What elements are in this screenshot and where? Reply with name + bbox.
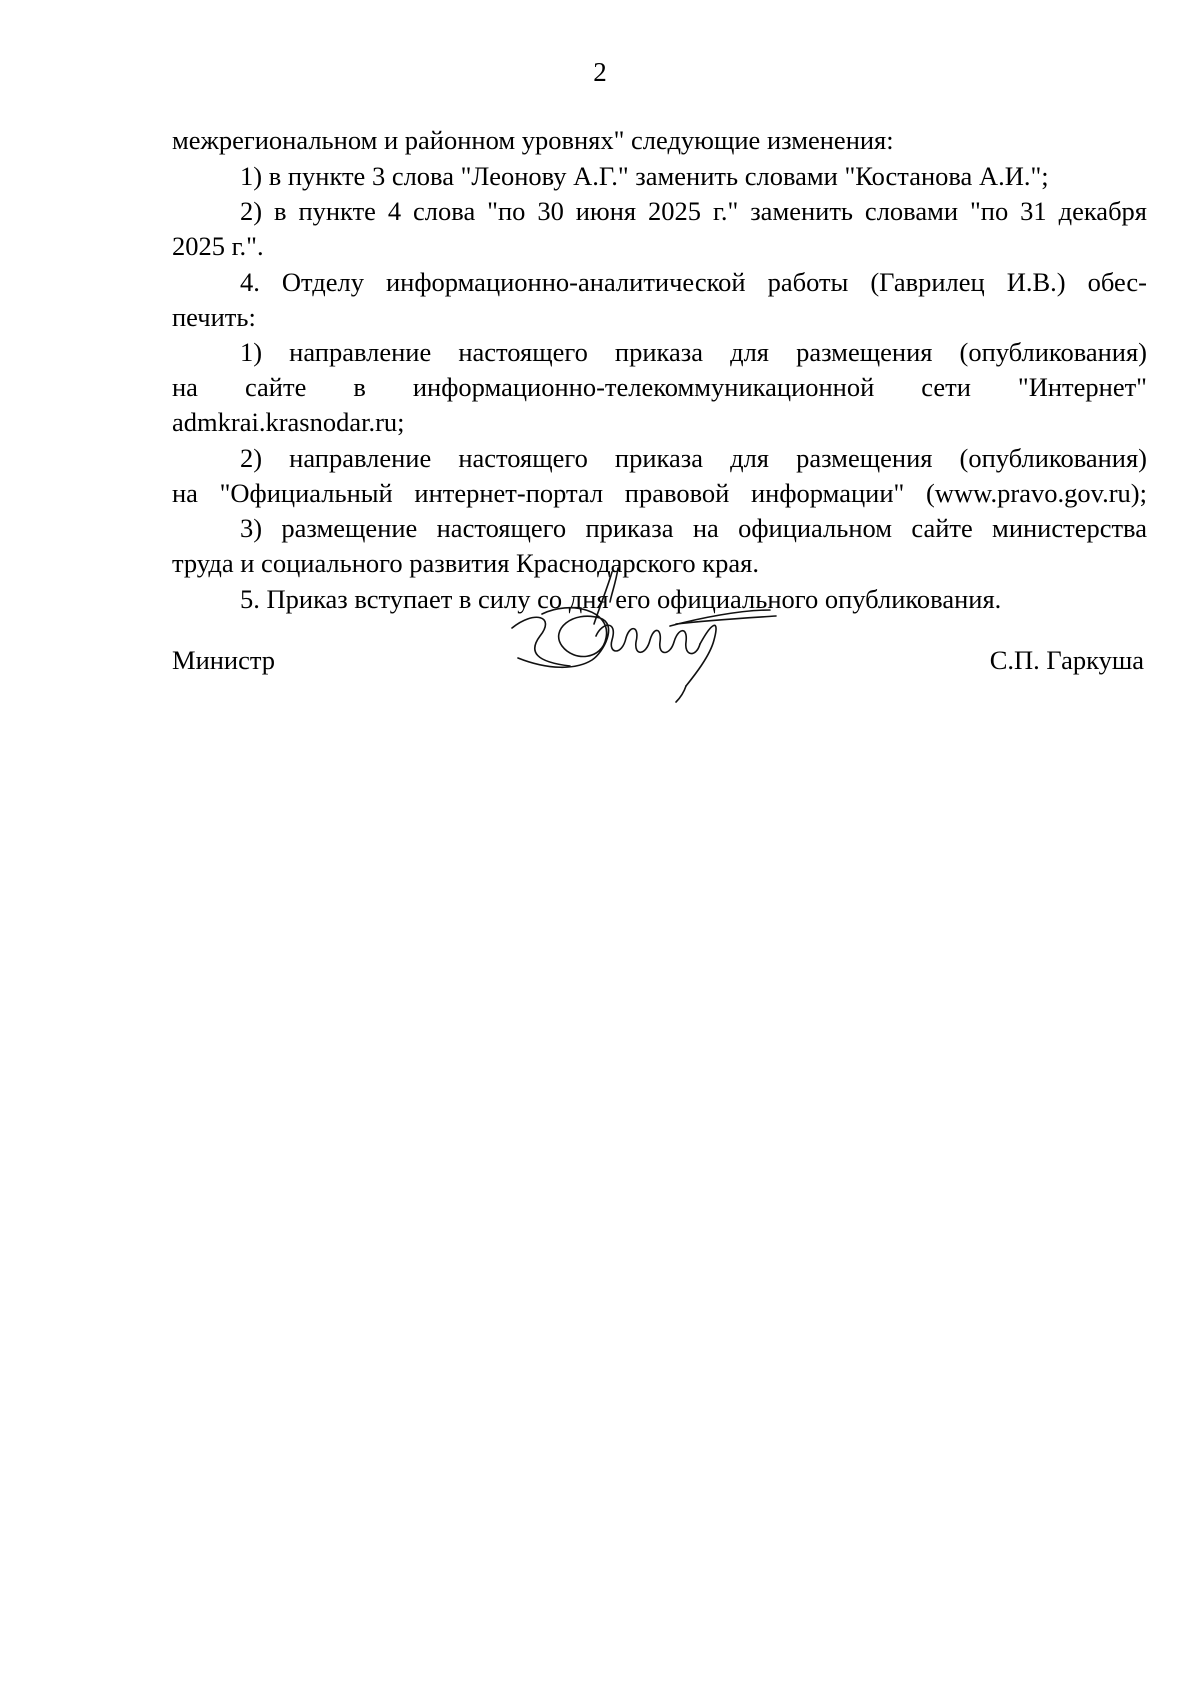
signer-title: Министр — [172, 645, 276, 675]
paragraph-line: admkrai.krasnodar.ru; — [172, 407, 405, 437]
paragraph-line: на сайте в информационно-телекоммуникационной сети "Интернет" — [172, 372, 1147, 402]
paragraph-line: 2025 г.". — [172, 231, 264, 261]
paragraph-line: 3) размещение настоящего приказа на официальном сайте министерства — [240, 513, 1147, 543]
paragraph-line: на "Официальный интернет-портал правовой информации" (www.pravo.gov.ru); — [172, 478, 1147, 508]
page-number: 2 — [593, 57, 607, 87]
paragraph-line: 2) направление настоящего приказа для размещения (опубликования) — [240, 443, 1147, 473]
paragraph-line: труда и социального развития Краснодарского края. — [172, 548, 759, 578]
signer-name: С.П. Гаркуша — [989, 645, 1144, 675]
paragraph-line: 2) в пункте 4 слова "по 30 июня 2025 г." заменить словами "по 31 декабря — [240, 196, 1147, 226]
paragraph-line: печить: — [172, 302, 256, 332]
paragraph-line: 1) направление настоящего приказа для размещения (опубликования) — [240, 337, 1147, 367]
paragraph-line: межрегиональном и районном уровнях" следующие изменения: — [172, 125, 894, 155]
signature-block — [0, 644, 1200, 724]
paragraph-line: 1) в пункте 3 слова "Леонову А.Г." заменить словами "Костанова А.И."; — [240, 161, 1049, 191]
paragraph-line: 4. Отделу информационно-аналитической работы (Гаврилец И.В.) обес- — [240, 267, 1147, 297]
paragraph-line: 5. Приказ вступает в силу со дня его официального опубликования. — [240, 584, 1002, 614]
